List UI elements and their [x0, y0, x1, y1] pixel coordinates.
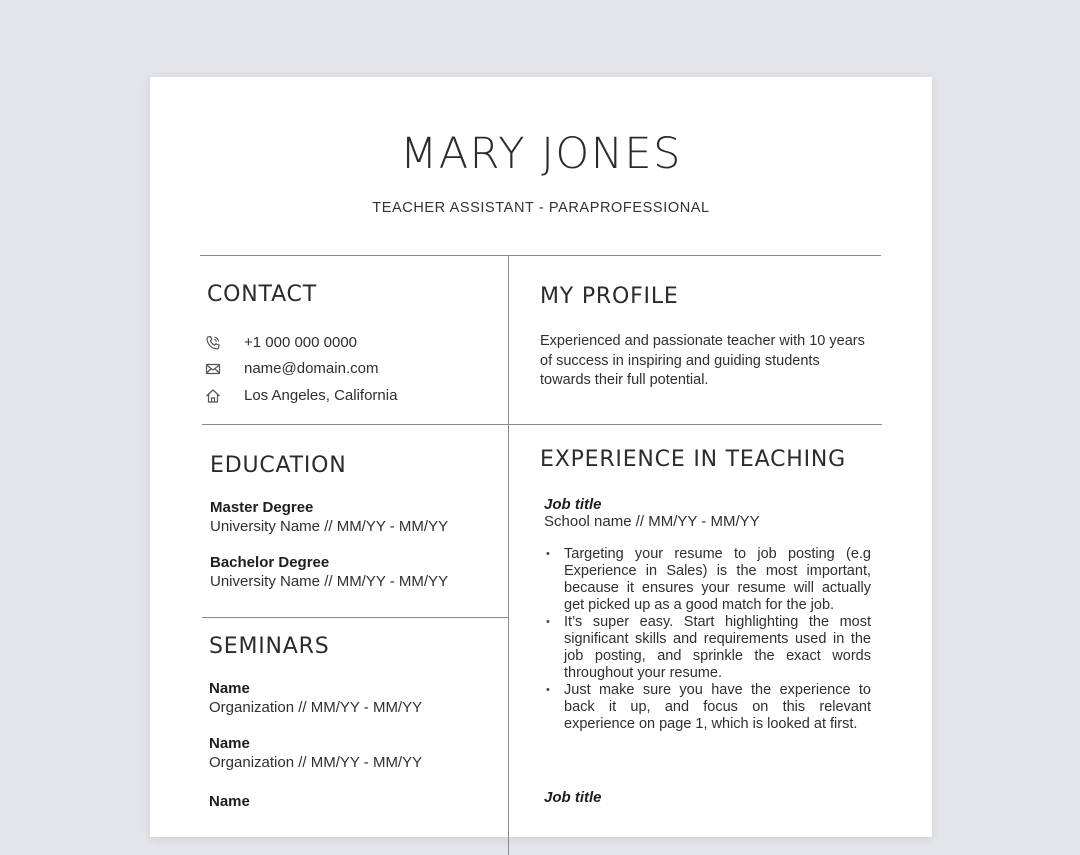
seminar-name-3: Name — [209, 793, 250, 810]
seminar-detail-2: Organization // MM/YY - MM/YY — [209, 754, 423, 771]
seminar-name-1: Name — [209, 680, 250, 697]
divider-center — [508, 255, 509, 855]
phone-icon — [205, 335, 221, 351]
job-title-1: Job title — [544, 496, 602, 513]
education-degree-2: Bachelor Degree — [210, 554, 330, 571]
divider-left-lower — [202, 617, 508, 618]
seminar-name-2: Name — [209, 735, 250, 752]
contact-heading: CONTACT — [207, 282, 317, 307]
experience-heading: EXPERIENCE IN TEACHING — [540, 447, 846, 472]
profile-heading: MY PROFILE — [540, 284, 679, 309]
education-heading: EDUCATION — [210, 453, 347, 478]
envelope-icon — [205, 361, 221, 377]
education-detail-2: University Name // MM/YY - MM/YY — [210, 573, 449, 590]
seminars-heading: SEMINARS — [209, 634, 330, 659]
resume-page — [150, 77, 932, 837]
job-title-2: Job title — [544, 789, 602, 806]
job-bullet: • Just make sure you have the experience to back it up, and focus on this relevant experience on page 1, which is looked at first. — [545, 682, 871, 733]
divider-top — [200, 255, 881, 256]
education-detail-1: University Name // MM/YY - MM/YY — [210, 518, 449, 535]
education-degree-1: Master Degree — [210, 499, 314, 516]
job-bullet: • It’s super easy. Start highlighting the most significant skills and requirements used in the job posting, and sprinkle the exact words throughout your resume. — [545, 614, 871, 682]
seminar-detail-1: Organization // MM/YY - MM/YY — [209, 699, 423, 716]
job-bullets-1 — [545, 546, 871, 733]
candidate-title: TEACHER ASSISTANT - PARAPROFESSIONAL — [372, 200, 710, 216]
job-detail-1: School name // MM/YY - MM/YY — [544, 513, 760, 530]
candidate-name: MARY JONES — [400, 129, 682, 179]
location-text: Los Angeles, California — [244, 387, 398, 404]
job-bullet: • Targeting your resume to job posting (e.g Experience in Sales) is the most important, because it ensures your resume will actually get picked up as a good match for the job. — [545, 546, 871, 614]
profile-text: Experienced and passionate teacher with 10 years of success in inspiring and guiding students towards their full potential. — [540, 333, 865, 388]
phone-number: +1 000 000 0000 — [244, 334, 358, 351]
divider-middle — [202, 424, 882, 425]
email-address: name@domain.com — [244, 360, 379, 377]
home-icon — [205, 388, 221, 404]
